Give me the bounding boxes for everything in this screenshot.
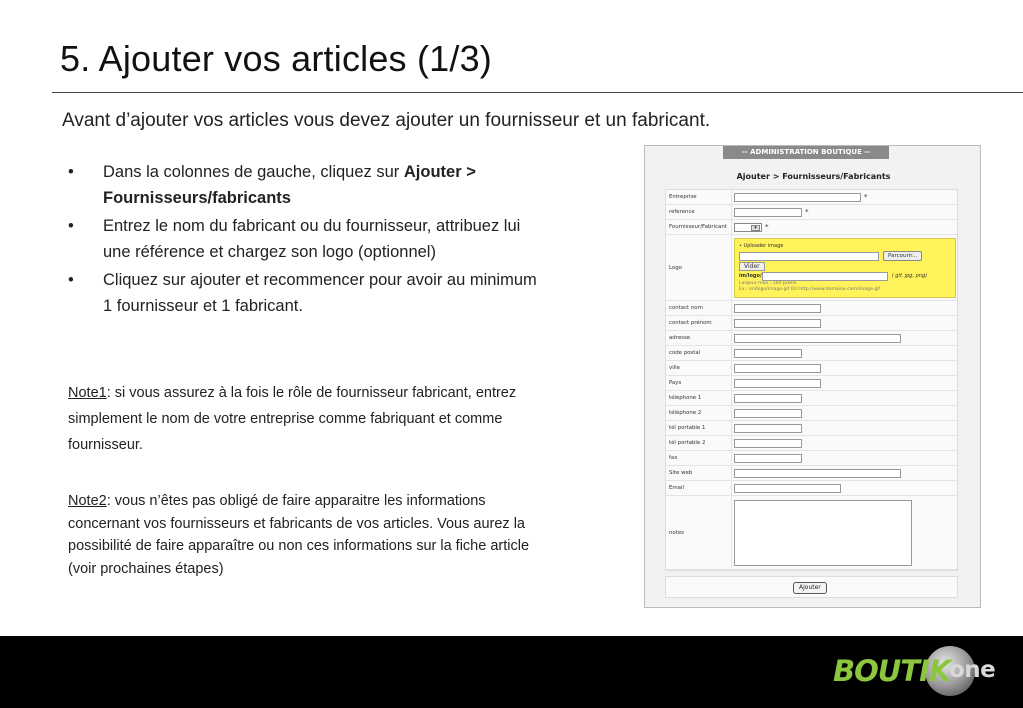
instruction-list xyxy=(68,160,538,322)
form-row-type: Fournisseur/Fabricant ▾ * xyxy=(666,220,957,235)
notes-textarea[interactable] xyxy=(734,500,912,566)
browse-button[interactable]: Parcourir... xyxy=(883,251,922,261)
form-row-notes: notes xyxy=(666,496,957,570)
form-row-contact-nom: contact nom xyxy=(666,301,957,316)
form-row-pays: Pays xyxy=(666,376,957,391)
bullet-item: • Entrez le nom du fabricant ou du fournisseur, attribuez lui une référence et chargez son logo (optionnel) xyxy=(68,214,538,265)
form-row-ville: ville xyxy=(666,361,957,376)
form-row-reference: reference * xyxy=(666,205,957,220)
tel2-input[interactable] xyxy=(734,409,802,418)
slide-title: 5. Ajouter vos articles (1/3) xyxy=(60,38,492,79)
form-row-entreprise: Entreprise * xyxy=(666,190,957,205)
entreprise-input[interactable] xyxy=(734,193,861,202)
note-2-label: Note2 xyxy=(68,493,107,509)
pays-input[interactable] xyxy=(734,379,821,388)
form-row-tel1: téléphone 1 xyxy=(666,391,957,406)
port2-input[interactable] xyxy=(734,439,802,448)
form-row-adresse: adresse xyxy=(666,331,957,346)
note-1-label: Note1 xyxy=(68,385,107,401)
port1-input[interactable] xyxy=(734,424,802,433)
logo-upload-box: • Uploader image Parcourir... Vider im/logo/ ( gif, jpg, png) Largeur max.: 100 pixels. Ex.: im/logo/image.gif OU http://www.domaine.com/image.gif xyxy=(734,238,956,298)
form-row-email: Email xyxy=(666,481,957,496)
bullet-item: • Dans la colonnes de gauche, cliquez sur Ajouter > Fournisseurs/fabricants xyxy=(68,160,538,211)
adresse-input[interactable] xyxy=(734,334,901,343)
type-select[interactable] xyxy=(734,223,762,232)
clear-button[interactable]: Vider xyxy=(739,262,765,271)
reference-input[interactable] xyxy=(734,208,802,217)
brand-logo xyxy=(833,644,1008,700)
form-row-contact-prenom: contact prénom xyxy=(666,316,957,331)
contact-nom-input[interactable] xyxy=(734,304,821,313)
add-button[interactable]: Ajouter xyxy=(793,582,827,594)
tel1-input[interactable] xyxy=(734,394,802,403)
slide-subtitle: Avant d’ajouter vos articles vous devez ajouter un fournisseur et un fabricant. xyxy=(62,110,711,131)
admin-header: -- ADMINISTRATION BOUTIQUE -- xyxy=(723,146,889,159)
chevron-down-icon: ▾ xyxy=(751,225,760,231)
form-row-tel2: téléphone 2 xyxy=(666,406,957,421)
logo-hint: Largeur max.: 100 pixels. xyxy=(739,281,798,286)
email-input[interactable] xyxy=(734,484,841,493)
logo-file-input[interactable] xyxy=(739,252,879,261)
logo-path-input[interactable] xyxy=(762,272,888,281)
ville-input[interactable] xyxy=(734,364,821,373)
logo-hint: Ex.: im/logo/image.gif OU http://www.domaine.com/image.gif xyxy=(739,287,881,292)
bullet-item: • Cliquez sur ajouter et recommencer pour avoir au minimum 1 fournisseur et 1 fabricant. xyxy=(68,268,538,319)
site-input[interactable] xyxy=(734,469,901,478)
logo-text-secondary: one xyxy=(949,657,996,683)
form-title: Ajouter > Fournisseurs/Fabricants xyxy=(736,172,891,181)
form-row-logo: Logo • Uploader image Parcourir... Vider im/logo/ ( gif, jpg, png) Largeur max.: 100 pixels. Ex.: im/logo/image.gif OU http://www.domaine.com/image.gif xyxy=(666,235,957,301)
submit-bar xyxy=(665,576,958,598)
menu-path: Ajouter > Fournisseurs/fabricants xyxy=(103,163,476,207)
code-postal-input[interactable] xyxy=(734,349,802,358)
logo-text-primary: BOUTIK xyxy=(833,654,951,688)
supplier-form xyxy=(665,189,958,571)
note-2: Note2: vous n’êtes pas obligé de faire apparaitre les informations concernant vos fournisseurs et fabricants de vos articles. Vous aurez la possibilité de faire apparaître ou non ces informations sur la fiche article (voir prochaines étapes) xyxy=(68,493,530,577)
form-row-port2: tél portable 2 xyxy=(666,436,957,451)
note-1: Note1: si vous assurez à la fois le rôle de fournisseur fabricant, entrez simplement le nom de votre entreprise comme fabriquant et comme fournisseur. xyxy=(68,385,517,453)
form-row-site: Site web xyxy=(666,466,957,481)
fax-input[interactable] xyxy=(734,454,802,463)
contact-prenom-input[interactable] xyxy=(734,319,821,328)
form-row-fax: fax xyxy=(666,451,957,466)
form-row-code-postal: code postal xyxy=(666,346,957,361)
admin-screenshot xyxy=(644,145,981,608)
form-row-port1: tél portable 1 xyxy=(666,421,957,436)
title-divider xyxy=(52,92,1023,93)
